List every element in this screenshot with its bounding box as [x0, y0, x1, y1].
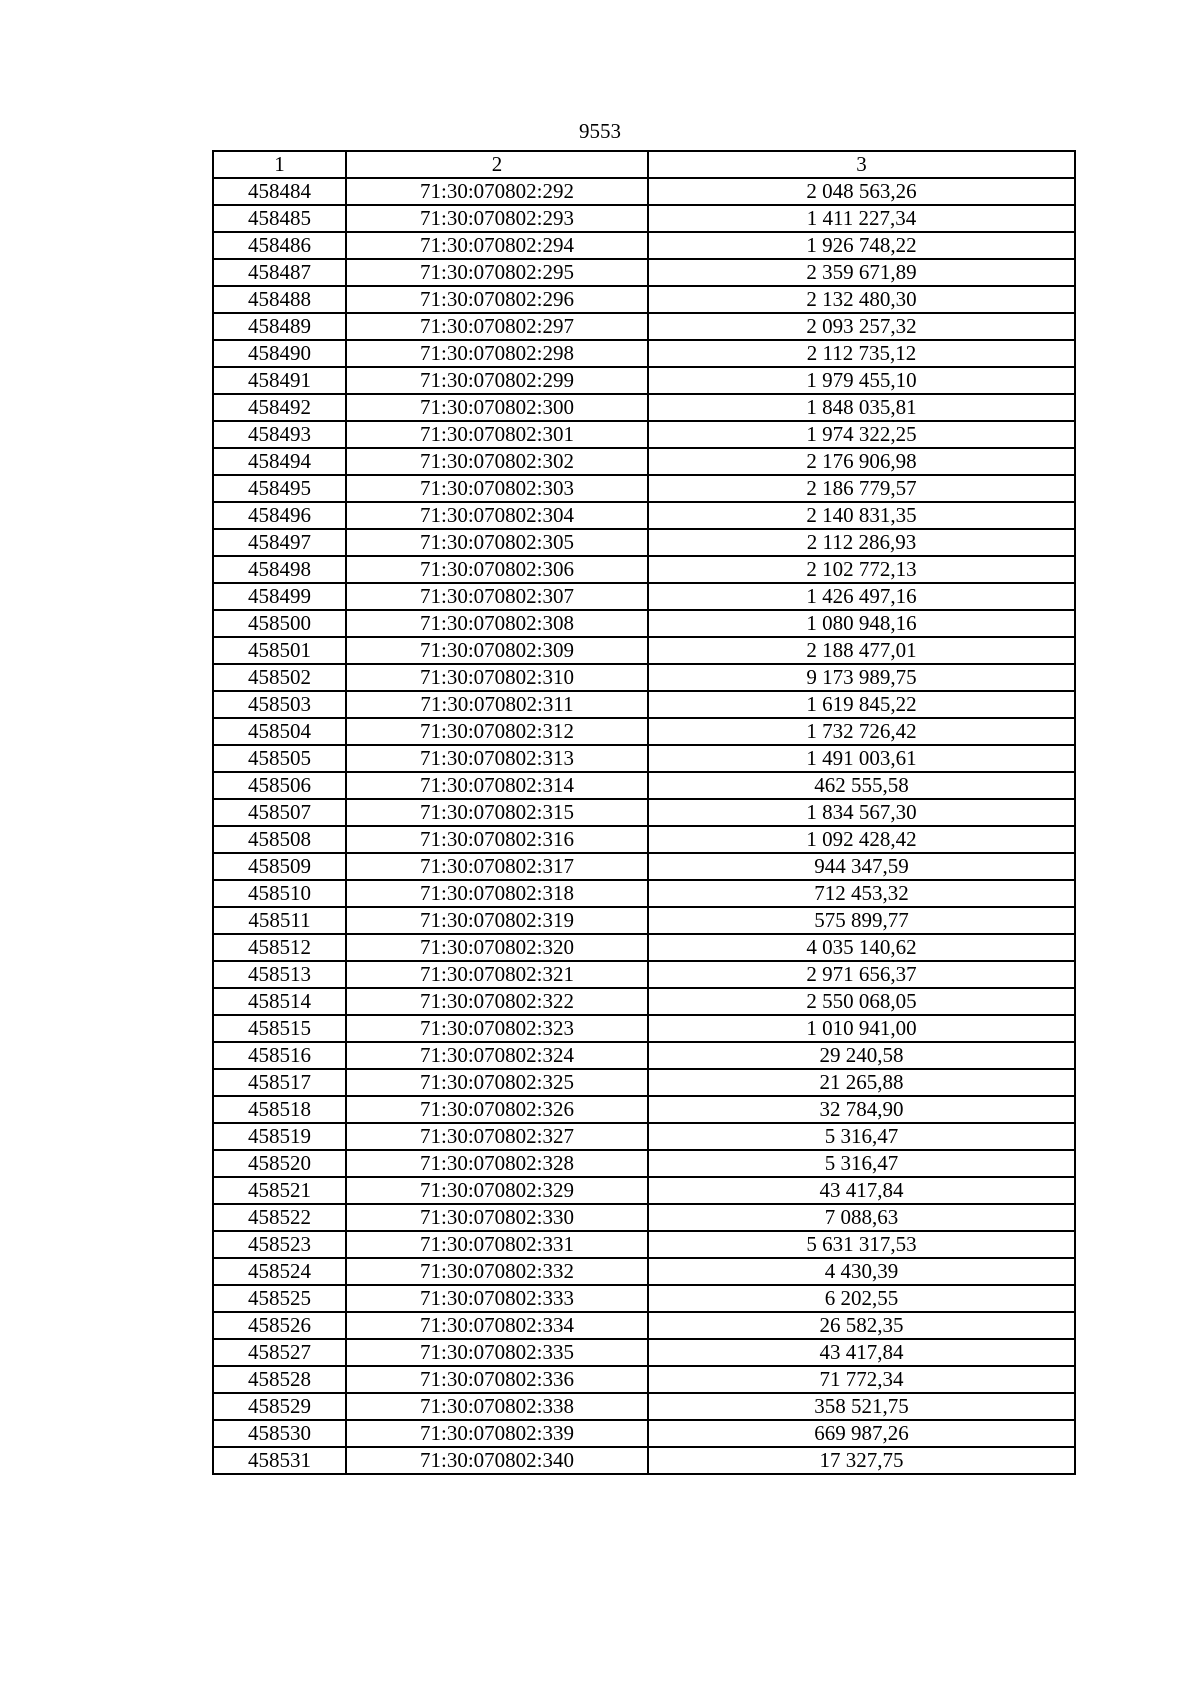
row-number-cell: 458524 [213, 1258, 346, 1285]
row-number-cell: 458527 [213, 1339, 346, 1366]
data-table [212, 150, 1076, 1475]
row-number-cell: 458509 [213, 853, 346, 880]
value-cell: 1 732 726,42 [648, 718, 1075, 745]
table-row [213, 1231, 1075, 1258]
header-cell-2: 2 [346, 151, 648, 178]
cadastral-number-cell: 71:30:070802:306 [346, 556, 648, 583]
page-number: 9553 [579, 119, 621, 143]
value-cell: 2 188 477,01 [648, 637, 1075, 664]
row-number-cell: 458531 [213, 1447, 346, 1474]
row-number-cell: 458519 [213, 1123, 346, 1150]
cadastral-number-cell: 71:30:070802:332 [346, 1258, 648, 1285]
value-cell: 2 102 772,13 [648, 556, 1075, 583]
cadastral-number-cell: 71:30:070802:315 [346, 799, 648, 826]
table-row [213, 1366, 1075, 1393]
cadastral-number-cell: 71:30:070802:321 [346, 961, 648, 988]
cadastral-number-cell: 71:30:070802:300 [346, 394, 648, 421]
table-row [213, 1204, 1075, 1231]
cadastral-number-cell: 71:30:070802:328 [346, 1150, 648, 1177]
row-number-cell: 458484 [213, 178, 346, 205]
cadastral-number-cell: 71:30:070802:314 [346, 772, 648, 799]
table-row [213, 637, 1075, 664]
row-number-cell: 458501 [213, 637, 346, 664]
cadastral-number-cell: 71:30:070802:327 [346, 1123, 648, 1150]
row-number-cell: 458525 [213, 1285, 346, 1312]
row-number-cell: 458505 [213, 745, 346, 772]
row-number-cell: 458513 [213, 961, 346, 988]
value-cell: 21 265,88 [648, 1069, 1075, 1096]
row-number-cell: 458526 [213, 1312, 346, 1339]
value-cell: 944 347,59 [648, 853, 1075, 880]
cadastral-number-cell: 71:30:070802:313 [346, 745, 648, 772]
value-cell: 1 491 003,61 [648, 745, 1075, 772]
row-number-cell: 458496 [213, 502, 346, 529]
row-number-cell: 458510 [213, 880, 346, 907]
row-number-cell: 458500 [213, 610, 346, 637]
value-cell: 71 772,34 [648, 1366, 1075, 1393]
table-row [213, 1177, 1075, 1204]
value-cell: 2 112 286,93 [648, 529, 1075, 556]
value-cell: 712 453,32 [648, 880, 1075, 907]
row-number-cell: 458511 [213, 907, 346, 934]
row-number-cell: 458517 [213, 1069, 346, 1096]
cadastral-number-cell: 71:30:070802:312 [346, 718, 648, 745]
table-row [213, 178, 1075, 205]
cadastral-number-cell: 71:30:070802:304 [346, 502, 648, 529]
value-cell: 1 426 497,16 [648, 583, 1075, 610]
table-row [213, 1042, 1075, 1069]
value-cell: 5 631 317,53 [648, 1231, 1075, 1258]
row-number-cell: 458530 [213, 1420, 346, 1447]
value-cell: 4 430,39 [648, 1258, 1075, 1285]
table-row [213, 475, 1075, 502]
value-cell: 26 582,35 [648, 1312, 1075, 1339]
cadastral-number-cell: 71:30:070802:329 [346, 1177, 648, 1204]
table-row [213, 1123, 1075, 1150]
row-number-cell: 458528 [213, 1366, 346, 1393]
row-number-cell: 458489 [213, 313, 346, 340]
row-number-cell: 458515 [213, 1015, 346, 1042]
table-row [213, 1339, 1075, 1366]
cadastral-number-cell: 71:30:070802:310 [346, 664, 648, 691]
row-number-cell: 458494 [213, 448, 346, 475]
value-cell: 7 088,63 [648, 1204, 1075, 1231]
value-cell: 2 048 563,26 [648, 178, 1075, 205]
row-number-cell: 458486 [213, 232, 346, 259]
cadastral-number-cell: 71:30:070802:311 [346, 691, 648, 718]
cadastral-number-cell: 71:30:070802:322 [346, 988, 648, 1015]
cadastral-number-cell: 71:30:070802:318 [346, 880, 648, 907]
cadastral-number-cell: 71:30:070802:305 [346, 529, 648, 556]
value-cell: 1 619 845,22 [648, 691, 1075, 718]
cadastral-number-cell: 71:30:070802:295 [346, 259, 648, 286]
row-number-cell: 458504 [213, 718, 346, 745]
cadastral-number-cell: 71:30:070802:330 [346, 1204, 648, 1231]
row-number-cell: 458502 [213, 664, 346, 691]
table-row [213, 583, 1075, 610]
row-number-cell: 458507 [213, 799, 346, 826]
table-row [213, 394, 1075, 421]
value-cell: 2 550 068,05 [648, 988, 1075, 1015]
value-cell: 5 316,47 [648, 1150, 1075, 1177]
table-row [213, 691, 1075, 718]
row-number-cell: 458495 [213, 475, 346, 502]
table-row [213, 1285, 1075, 1312]
cadastral-number-cell: 71:30:070802:335 [346, 1339, 648, 1366]
cadastral-number-cell: 71:30:070802:333 [346, 1285, 648, 1312]
table-row [213, 502, 1075, 529]
table-row [213, 556, 1075, 583]
table-row [213, 448, 1075, 475]
row-number-cell: 458508 [213, 826, 346, 853]
table-row [213, 907, 1075, 934]
cadastral-number-cell: 71:30:070802:299 [346, 367, 648, 394]
row-number-cell: 458523 [213, 1231, 346, 1258]
cadastral-number-cell: 71:30:070802:292 [346, 178, 648, 205]
value-cell: 2 186 779,57 [648, 475, 1075, 502]
table-row [213, 1096, 1075, 1123]
cadastral-number-cell: 71:30:070802:324 [346, 1042, 648, 1069]
value-cell: 1 010 941,00 [648, 1015, 1075, 1042]
table-row [213, 1015, 1075, 1042]
value-cell: 29 240,58 [648, 1042, 1075, 1069]
table-row [213, 367, 1075, 394]
cadastral-number-cell: 71:30:070802:301 [346, 421, 648, 448]
value-cell: 17 327,75 [648, 1447, 1075, 1474]
value-cell: 1 974 322,25 [648, 421, 1075, 448]
value-cell: 2 176 906,98 [648, 448, 1075, 475]
cadastral-number-cell: 71:30:070802:325 [346, 1069, 648, 1096]
cadastral-number-cell: 71:30:070802:320 [346, 934, 648, 961]
value-cell: 462 555,58 [648, 772, 1075, 799]
row-number-cell: 458499 [213, 583, 346, 610]
cadastral-number-cell: 71:30:070802:307 [346, 583, 648, 610]
cadastral-number-cell: 71:30:070802:338 [346, 1393, 648, 1420]
cadastral-number-cell: 71:30:070802:303 [346, 475, 648, 502]
row-number-cell: 458521 [213, 1177, 346, 1204]
table-row [213, 610, 1075, 637]
table-row [213, 988, 1075, 1015]
table-row [213, 1447, 1075, 1474]
table-row [213, 934, 1075, 961]
cadastral-number-cell: 71:30:070802:296 [346, 286, 648, 313]
table-row [213, 1393, 1075, 1420]
value-cell: 1 834 567,30 [648, 799, 1075, 826]
value-cell: 1 926 748,22 [648, 232, 1075, 259]
table-row [213, 1258, 1075, 1285]
table-row [213, 772, 1075, 799]
row-number-cell: 458522 [213, 1204, 346, 1231]
row-number-cell: 458491 [213, 367, 346, 394]
table-row [213, 286, 1075, 313]
row-number-cell: 458493 [213, 421, 346, 448]
value-cell: 1 092 428,42 [648, 826, 1075, 853]
row-number-cell: 458488 [213, 286, 346, 313]
row-number-cell: 458485 [213, 205, 346, 232]
value-cell: 4 035 140,62 [648, 934, 1075, 961]
cadastral-number-cell: 71:30:070802:319 [346, 907, 648, 934]
value-cell: 1 979 455,10 [648, 367, 1075, 394]
table-row [213, 880, 1075, 907]
cadastral-number-cell: 71:30:070802:309 [346, 637, 648, 664]
row-number-cell: 458520 [213, 1150, 346, 1177]
row-number-cell: 458529 [213, 1393, 346, 1420]
table-row [213, 205, 1075, 232]
row-number-cell: 458514 [213, 988, 346, 1015]
value-cell: 43 417,84 [648, 1177, 1075, 1204]
table-row [213, 664, 1075, 691]
table-row [213, 1069, 1075, 1096]
table-row [213, 313, 1075, 340]
row-number-cell: 458512 [213, 934, 346, 961]
value-cell: 2 140 831,35 [648, 502, 1075, 529]
value-cell: 2 093 257,32 [648, 313, 1075, 340]
table-row [213, 826, 1075, 853]
value-cell: 32 784,90 [648, 1096, 1075, 1123]
cadastral-number-cell: 71:30:070802:340 [346, 1447, 648, 1474]
table-row [213, 529, 1075, 556]
value-cell: 2 971 656,37 [648, 961, 1075, 988]
value-cell: 669 987,26 [648, 1420, 1075, 1447]
cadastral-number-cell: 71:30:070802:302 [346, 448, 648, 475]
table-header [213, 151, 1075, 178]
row-number-cell: 458498 [213, 556, 346, 583]
row-number-cell: 458518 [213, 1096, 346, 1123]
value-cell: 2 112 735,12 [648, 340, 1075, 367]
row-number-cell: 458516 [213, 1042, 346, 1069]
header-cell-3: 3 [648, 151, 1075, 178]
row-number-cell: 458497 [213, 529, 346, 556]
value-cell: 358 521,75 [648, 1393, 1075, 1420]
table-row [213, 961, 1075, 988]
cadastral-number-cell: 71:30:070802:334 [346, 1312, 648, 1339]
table-row [213, 718, 1075, 745]
value-cell: 1 411 227,34 [648, 205, 1075, 232]
value-cell: 2 132 480,30 [648, 286, 1075, 313]
table-body [213, 178, 1075, 1474]
cadastral-number-cell: 71:30:070802:298 [346, 340, 648, 367]
table-row [213, 1150, 1075, 1177]
value-cell: 5 316,47 [648, 1123, 1075, 1150]
table-row [213, 745, 1075, 772]
value-cell: 6 202,55 [648, 1285, 1075, 1312]
header-cell-1: 1 [213, 151, 346, 178]
row-number-cell: 458503 [213, 691, 346, 718]
row-number-cell: 458492 [213, 394, 346, 421]
table-row [213, 1420, 1075, 1447]
row-number-cell: 458506 [213, 772, 346, 799]
cadastral-number-cell: 71:30:070802:316 [346, 826, 648, 853]
value-cell: 9 173 989,75 [648, 664, 1075, 691]
table-row [213, 340, 1075, 367]
cadastral-number-cell: 71:30:070802:308 [346, 610, 648, 637]
table-row [213, 259, 1075, 286]
cadastral-number-cell: 71:30:070802:323 [346, 1015, 648, 1042]
cadastral-number-cell: 71:30:070802:297 [346, 313, 648, 340]
value-cell: 1 080 948,16 [648, 610, 1075, 637]
row-number-cell: 458490 [213, 340, 346, 367]
cadastral-number-cell: 71:30:070802:317 [346, 853, 648, 880]
table-row [213, 853, 1075, 880]
value-cell: 1 848 035,81 [648, 394, 1075, 421]
value-cell: 2 359 671,89 [648, 259, 1075, 286]
cadastral-number-cell: 71:30:070802:326 [346, 1096, 648, 1123]
cadastral-number-cell: 71:30:070802:336 [346, 1366, 648, 1393]
cadastral-number-cell: 71:30:070802:331 [346, 1231, 648, 1258]
value-cell: 575 899,77 [648, 907, 1075, 934]
table-row [213, 421, 1075, 448]
header-row [213, 151, 1075, 178]
table-row [213, 232, 1075, 259]
table-row [213, 799, 1075, 826]
value-cell: 43 417,84 [648, 1339, 1075, 1366]
cadastral-number-cell: 71:30:070802:293 [346, 205, 648, 232]
row-number-cell: 458487 [213, 259, 346, 286]
table-row [213, 1312, 1075, 1339]
cadastral-number-cell: 71:30:070802:294 [346, 232, 648, 259]
cadastral-number-cell: 71:30:070802:339 [346, 1420, 648, 1447]
